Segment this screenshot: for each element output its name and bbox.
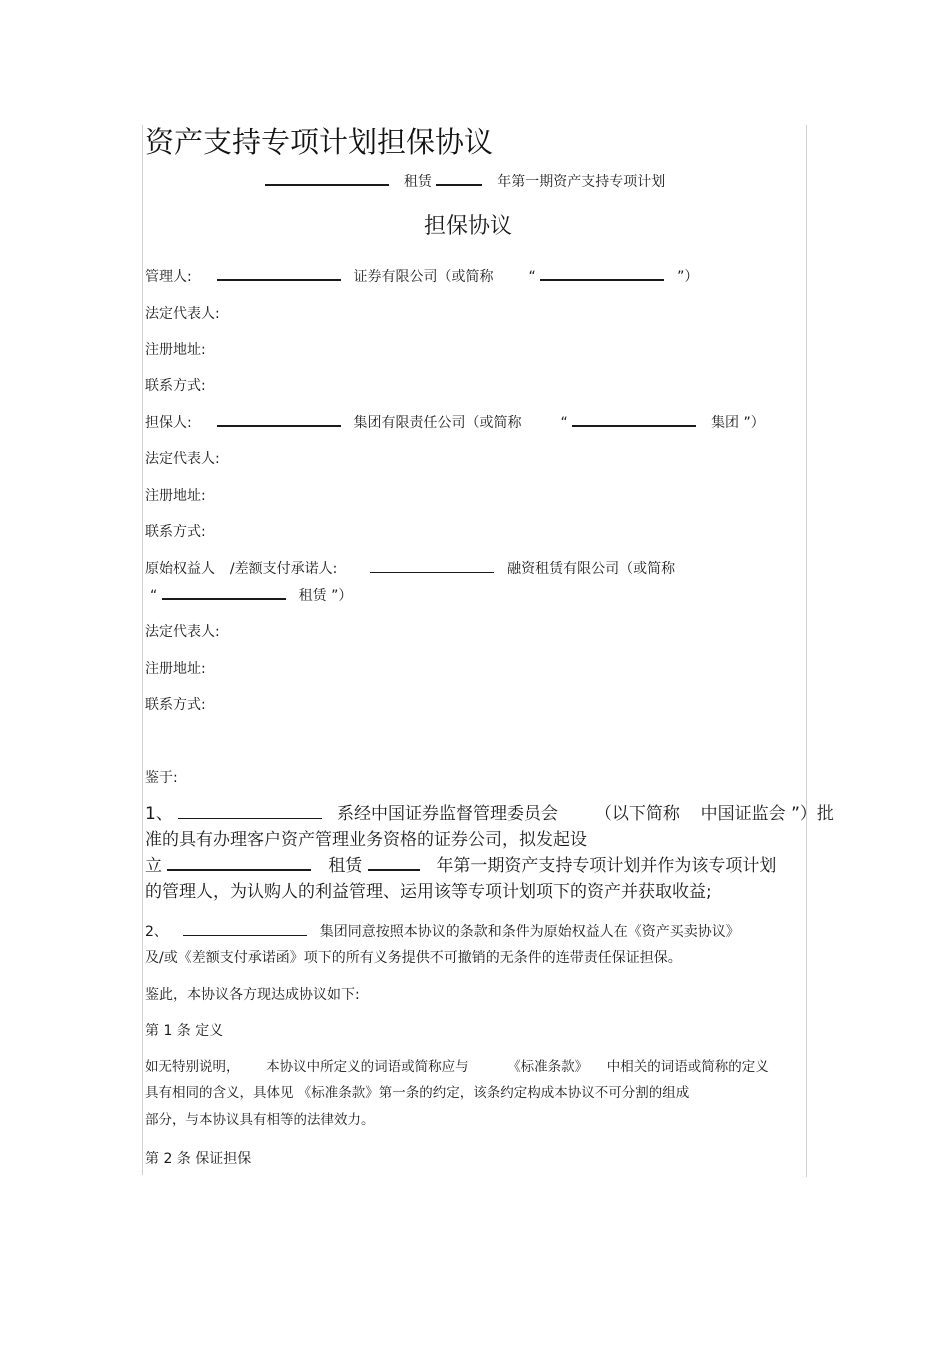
article-1-text: 如无特别说明， bbox=[145, 1059, 240, 1075]
originator-legal-rep: 法定代表人: bbox=[145, 624, 220, 640]
manager-contact: 联系方式: bbox=[145, 378, 206, 394]
subtitle-plan-text: 年第一期资产支持专项计划 bbox=[497, 174, 666, 190]
blank-field[interactable] bbox=[167, 869, 311, 871]
agreed-statement: 鉴此，本协议各方现达成协议如下: bbox=[145, 987, 360, 1003]
recital-1-text: 年第一期资产支持专项计划并作为该专项计划 bbox=[436, 856, 777, 876]
originator-label-a: 原始权益人 bbox=[145, 561, 215, 577]
originator-reg-address: 注册地址: bbox=[145, 661, 206, 677]
whereas-label: 鉴于: bbox=[145, 770, 178, 786]
page-border-left bbox=[142, 125, 143, 1175]
agreement-heading: 担保协议 bbox=[424, 214, 513, 239]
article-1-text: 《标准条款》 bbox=[507, 1059, 589, 1075]
recital-number: 1、 bbox=[145, 804, 173, 824]
subtitle-lease-text: 租赁 bbox=[403, 174, 432, 190]
recital-1-text-c: 中国证监会 ”）批 bbox=[700, 804, 834, 824]
blank-field[interactable] bbox=[183, 935, 307, 936]
manager-line bbox=[145, 270, 698, 284]
guarantor-label: 担保人: bbox=[145, 415, 192, 431]
quote-mark: “ bbox=[528, 269, 536, 285]
article-1-text: 中相关的词语或简称的定义 bbox=[606, 1059, 769, 1075]
recital-1-text: 立 bbox=[145, 856, 162, 876]
originator-short: 租赁 ”） bbox=[298, 588, 353, 604]
recital-1-line-3 bbox=[145, 858, 776, 875]
recital-number: 2、 bbox=[145, 924, 168, 940]
guarantor-legal-rep: 法定代表人: bbox=[145, 451, 220, 467]
manager-label: 管理人: bbox=[145, 269, 192, 285]
recital-1-text-b: （以下简称 bbox=[594, 804, 680, 824]
originator-short-line bbox=[150, 589, 352, 603]
blank-field[interactable] bbox=[217, 425, 341, 427]
guarantor-contact: 联系方式: bbox=[145, 524, 206, 540]
guarantor-reg-address: 注册地址: bbox=[145, 488, 206, 504]
page-border-right bbox=[806, 125, 807, 1177]
blank-field[interactable] bbox=[436, 184, 482, 186]
originator-label-b: /差额支付承诺人: bbox=[229, 561, 338, 577]
article-1-text: 本协议中所定义的词语或简称应与 bbox=[266, 1059, 469, 1075]
document-title: 资产支持专项计划担保协议 bbox=[145, 125, 494, 159]
blank-field[interactable] bbox=[217, 279, 341, 281]
recital-1-line-1 bbox=[145, 806, 834, 823]
recital-2-line-2: 及/或《差额支付承诺函》项下的所有义务提供不可撤销的无条件的连带责任保证担保。 bbox=[145, 950, 682, 966]
recital-2-text: 集团同意按照本协议的条款和条件为原始权益人在《资产买卖协议》 bbox=[319, 924, 740, 940]
article-1-para-line-2: 具有相同的含义，具体见 《标准条款》第一条的约定，该条约定构成本协议不可分割的组成 bbox=[145, 1085, 690, 1101]
blank-field[interactable] bbox=[178, 818, 322, 819]
guarantor-company: 集团有限责任公司（或简称 bbox=[353, 415, 522, 431]
article-1-para-line-1 bbox=[145, 1061, 769, 1075]
manager-reg-address: 注册地址: bbox=[145, 342, 206, 358]
article-1-para-line-3: 部分，与本协议具有相等的法律效力。 bbox=[145, 1112, 375, 1128]
blank-field[interactable] bbox=[572, 425, 696, 427]
originator-contact: 联系方式: bbox=[145, 697, 206, 713]
recital-1-text-a: 系经中国证券监督管理委员会 bbox=[337, 804, 559, 824]
blank-field[interactable] bbox=[265, 184, 389, 186]
article-2-title: 第 2 条 保证担保 bbox=[145, 1151, 252, 1167]
blank-field[interactable] bbox=[368, 869, 420, 871]
quote-mark: “ bbox=[150, 588, 158, 604]
guarantor-short: 集团 ”） bbox=[711, 415, 765, 431]
blank-field[interactable] bbox=[370, 572, 494, 573]
guarantor-line bbox=[145, 416, 765, 430]
subtitle-line bbox=[265, 175, 665, 189]
manager-legal-rep: 法定代表人: bbox=[145, 306, 220, 322]
recital-1-line-4: 的管理人，为认购人的利益管理、运用该等专项计划项下的资产并获取收益; bbox=[145, 882, 712, 902]
originator-company: 融资租赁有限公司（或简称 bbox=[507, 561, 676, 577]
article-1-title: 第 1 条 定义 bbox=[145, 1023, 224, 1039]
quote-mark: “ bbox=[560, 415, 568, 431]
recital-1-text: 租赁 bbox=[328, 856, 363, 876]
blank-field[interactable] bbox=[162, 598, 286, 600]
quote-close: ”） bbox=[677, 269, 699, 285]
originator-line bbox=[145, 562, 675, 576]
recital-2-line-1 bbox=[145, 925, 740, 939]
recital-1-line-2: 准的具有办理客户资产管理业务资格的证券公司，拟发起设 bbox=[145, 830, 587, 850]
manager-company: 证券有限公司（或简称 bbox=[353, 269, 494, 285]
blank-field[interactable] bbox=[540, 279, 664, 281]
